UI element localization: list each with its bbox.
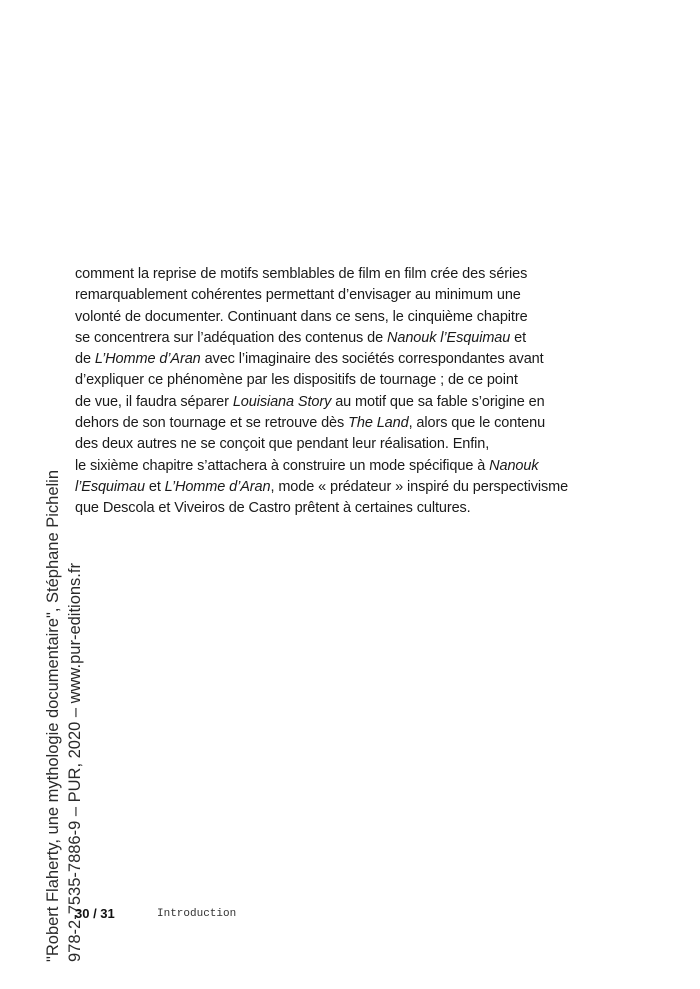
page-number: 30 / 31 [75, 906, 115, 921]
text-segment: et [510, 329, 527, 346]
text-segment: de vue, il faudra séparer [75, 393, 233, 410]
text-line [75, 285, 530, 306]
text-line [75, 413, 546, 434]
text-segment: remarquablement cohérentes permettant d’envisager au minimum une [75, 287, 521, 304]
text-segment: d’expliquer ce phénomène par les dispositifs de tournage ; de ce point [75, 372, 518, 389]
italic-title: l’Esquimau [75, 478, 145, 495]
italic-title: L’Homme d’Aran [164, 478, 271, 495]
text-line [75, 264, 530, 285]
text-segment: , mode « prédateur » inspiré du perspectivisme [270, 478, 569, 495]
text-segment: , alors que le contenu [408, 415, 546, 432]
side-note-title-line: "Robert Flaherty, une mythologie documentaire", Stéphane Pichelin [44, 469, 62, 962]
text-line [75, 392, 545, 413]
text-line [75, 370, 530, 391]
running-footer-section: Introduction [157, 908, 237, 920]
body-paragraph [75, 264, 569, 520]
text-line [75, 434, 530, 455]
text-segment: que Descola et Viveiros de Castro prêtent à certaines cultures. [75, 500, 471, 517]
text-line [75, 328, 530, 349]
text-line [75, 498, 530, 519]
text-segment: au motif que sa fable s’origine en [331, 393, 545, 410]
text-line [75, 477, 569, 498]
text-segment: dehors de son tournage et se retrouve dès [75, 415, 349, 432]
side-note-isbn-line: 978-2-7535-7886-9 – PUR, 2020 – www.pur-editions.fr [66, 563, 84, 962]
text-segment: le sixième chapitre s’attachera à construire un mode spécifique à [75, 457, 490, 474]
text-segment: et [144, 478, 165, 495]
text-line [75, 456, 539, 477]
text-segment: des deux autres ne se conçoit que pendant leur réalisation. Enfin, [75, 436, 490, 453]
text-segment: volonté de documenter. Continuant dans ce sens, le cinquième chapitre [75, 308, 528, 325]
italic-title: Nanouk l’Esquimau [387, 329, 511, 346]
text-line [75, 307, 530, 328]
text-segment: se concentrera sur l’adéquation des contenus de [75, 329, 387, 346]
side-copyright-note [42, 470, 86, 962]
italic-title: The Land [348, 415, 409, 432]
text-segment: avec l’imaginaire des sociétés correspondantes avant [200, 351, 544, 368]
italic-title: Nanouk [489, 457, 539, 474]
italic-title: Louisiana Story [232, 393, 332, 410]
text-line [75, 349, 544, 370]
text-segment: de [75, 351, 95, 368]
text-segment: comment la reprise de motifs semblables de film en film crée des séries [75, 266, 528, 282]
italic-title: L’Homme d’Aran [94, 351, 201, 368]
